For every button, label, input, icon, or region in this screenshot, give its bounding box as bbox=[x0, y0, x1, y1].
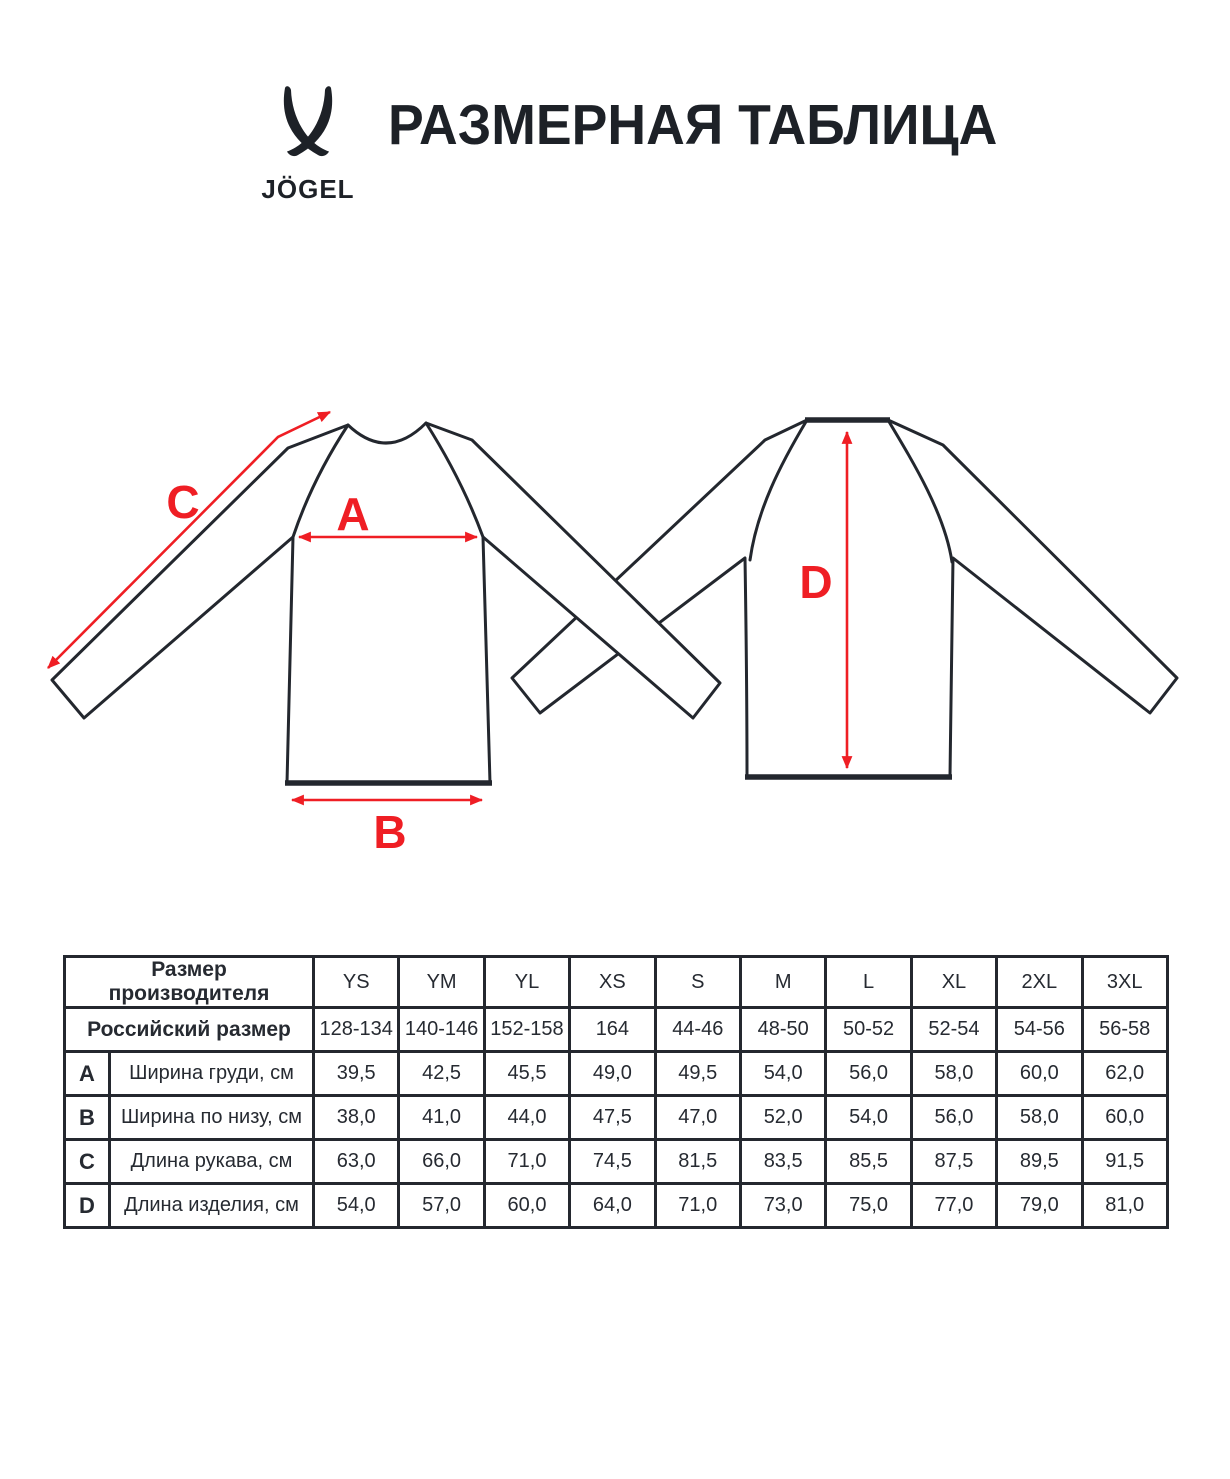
value-C-7: 87,5 bbox=[911, 1140, 996, 1184]
value-A-4: 49,5 bbox=[655, 1052, 740, 1096]
value-B-6: 54,0 bbox=[826, 1096, 911, 1140]
value-A-3: 49,0 bbox=[570, 1052, 655, 1096]
row-param-D: Длина изделия, см bbox=[110, 1184, 314, 1228]
table-row-B bbox=[65, 1096, 1168, 1140]
russian-size-5: 48-50 bbox=[740, 1008, 825, 1052]
row-letter-B: B bbox=[65, 1096, 110, 1140]
value-B-4: 47,0 bbox=[655, 1096, 740, 1140]
table-row-manufacturer-size bbox=[65, 957, 1168, 1008]
size-code-XL: XL bbox=[911, 957, 996, 1008]
value-B-1: 41,0 bbox=[399, 1096, 484, 1140]
value-D-5: 73,0 bbox=[740, 1184, 825, 1228]
value-D-1: 57,0 bbox=[399, 1184, 484, 1228]
value-C-0: 63,0 bbox=[314, 1140, 399, 1184]
size-code-YL: YL bbox=[484, 957, 569, 1008]
value-D-0: 54,0 bbox=[314, 1184, 399, 1228]
value-C-8: 89,5 bbox=[997, 1140, 1082, 1184]
value-B-8: 58,0 bbox=[997, 1096, 1082, 1140]
value-A-1: 42,5 bbox=[399, 1052, 484, 1096]
value-A-6: 56,0 bbox=[826, 1052, 911, 1096]
size-code-M: M bbox=[740, 957, 825, 1008]
value-A-0: 39,5 bbox=[314, 1052, 399, 1096]
value-C-1: 66,0 bbox=[399, 1140, 484, 1184]
shirt-diagram-svg bbox=[0, 380, 1230, 860]
size-code-L: L bbox=[826, 957, 911, 1008]
manufacturer-size-label: Размер производителя bbox=[65, 957, 314, 1008]
value-D-7: 77,0 bbox=[911, 1184, 996, 1228]
row-letter-C: C bbox=[65, 1140, 110, 1184]
label-B: B bbox=[373, 806, 407, 858]
shirt-front-view bbox=[52, 423, 720, 783]
size-code-3XL: 3XL bbox=[1082, 957, 1167, 1008]
label-A: A bbox=[336, 488, 370, 540]
russian-size-6: 50-52 bbox=[826, 1008, 911, 1052]
jogel-logo-text: JÖGEL bbox=[261, 174, 355, 204]
table-row-C bbox=[65, 1140, 1168, 1184]
value-D-3: 64,0 bbox=[570, 1184, 655, 1228]
value-B-0: 38,0 bbox=[314, 1096, 399, 1140]
russian-size-9: 56-58 bbox=[1082, 1008, 1167, 1052]
row-param-C: Длина рукава, см bbox=[110, 1140, 314, 1184]
row-letter-D: D bbox=[65, 1184, 110, 1228]
table-row-D bbox=[65, 1184, 1168, 1228]
label-D: D bbox=[799, 556, 833, 608]
value-D-2: 60,0 bbox=[484, 1184, 569, 1228]
value-A-9: 62,0 bbox=[1082, 1052, 1167, 1096]
value-A-5: 54,0 bbox=[740, 1052, 825, 1096]
value-D-8: 79,0 bbox=[997, 1184, 1082, 1228]
value-B-7: 56,0 bbox=[911, 1096, 996, 1140]
russian-size-8: 54-56 bbox=[997, 1008, 1082, 1052]
row-letter-A: A bbox=[65, 1052, 110, 1096]
value-C-3: 74,5 bbox=[570, 1140, 655, 1184]
size-code-YS: YS bbox=[314, 957, 399, 1008]
russian-size-2: 152-158 bbox=[484, 1008, 569, 1052]
measurement-diagram bbox=[0, 380, 1230, 860]
table-row-A bbox=[65, 1052, 1168, 1096]
russian-size-3: 164 bbox=[570, 1008, 655, 1052]
value-C-4: 81,5 bbox=[655, 1140, 740, 1184]
label-C: C bbox=[166, 476, 200, 528]
size-table bbox=[63, 955, 1169, 1229]
value-B-5: 52,0 bbox=[740, 1096, 825, 1140]
value-D-4: 71,0 bbox=[655, 1184, 740, 1228]
size-code-XS: XS bbox=[570, 957, 655, 1008]
size-code-2XL: 2XL bbox=[997, 957, 1082, 1008]
russian-size-4: 44-46 bbox=[655, 1008, 740, 1052]
value-A-7: 58,0 bbox=[911, 1052, 996, 1096]
jogel-logo-icon bbox=[278, 86, 338, 170]
row-param-A: Ширина груди, см bbox=[110, 1052, 314, 1096]
row-param-B: Ширина по низу, см bbox=[110, 1096, 314, 1140]
russian-size-0: 128-134 bbox=[314, 1008, 399, 1052]
size-table-body bbox=[65, 957, 1168, 1228]
value-A-2: 45,5 bbox=[484, 1052, 569, 1096]
jogel-logo bbox=[250, 86, 366, 205]
table-row-russian-size bbox=[65, 1008, 1168, 1052]
value-B-3: 47,5 bbox=[570, 1096, 655, 1140]
value-C-5: 83,5 bbox=[740, 1140, 825, 1184]
page-title: РАЗМЕРНАЯ ТАБЛИЦА bbox=[388, 93, 998, 157]
size-code-S: S bbox=[655, 957, 740, 1008]
value-A-8: 60,0 bbox=[997, 1052, 1082, 1096]
russian-size-7: 52-54 bbox=[911, 1008, 996, 1052]
value-D-6: 75,0 bbox=[826, 1184, 911, 1228]
value-C-6: 85,5 bbox=[826, 1140, 911, 1184]
value-B-2: 44,0 bbox=[484, 1096, 569, 1140]
value-B-9: 60,0 bbox=[1082, 1096, 1167, 1140]
russian-size-1: 140-146 bbox=[399, 1008, 484, 1052]
russian-size-label: Российский размер bbox=[65, 1008, 314, 1052]
size-code-YM: YM bbox=[399, 957, 484, 1008]
value-C-9: 91,5 bbox=[1082, 1140, 1167, 1184]
value-D-9: 81,0 bbox=[1082, 1184, 1167, 1228]
value-C-2: 71,0 bbox=[484, 1140, 569, 1184]
